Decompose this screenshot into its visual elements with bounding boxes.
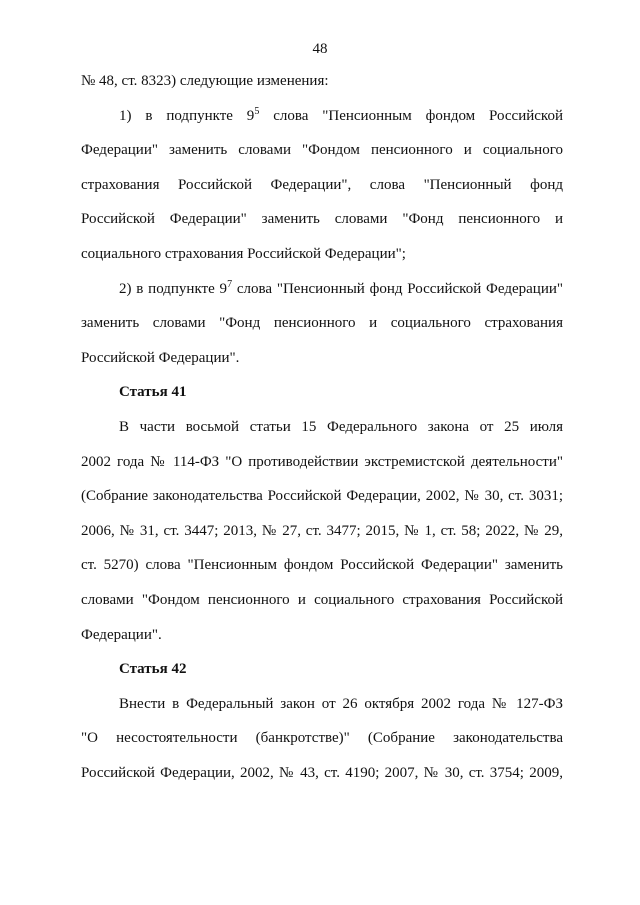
text-line: "О несостоятельности (банкротстве)" (Собрание законодательства	[81, 730, 563, 747]
text-line: Федерации" заменить словами "Фондом пенсионного и социального	[81, 142, 563, 159]
text-line: Российской Федерации, 2002, № 43, ст. 4190; 2007, № 30, ст. 3754; 2009,	[81, 764, 563, 781]
text-fragment: слова "Пенсионный фонд Российской Федерации"	[232, 280, 563, 297]
text-line: страхования Российской Федерации", слова "Пенсионный фонд	[81, 176, 563, 193]
text-line: (Собрание законодательства Российской Федерации, 2002, № 30, ст. 3031;	[81, 488, 563, 505]
superscript-index: 5	[254, 105, 260, 117]
superscript-index: 7	[227, 278, 233, 290]
text-line: ст. 5270) слова "Пенсионным фондом Российской Федерации" заменить	[81, 557, 563, 574]
text-line: словами "Фондом пенсионного и социального страхования Российской	[81, 591, 563, 608]
text-fragment: 1) в подпункте 9	[119, 107, 255, 124]
text-line: № 48, ст. 8323) следующие изменения:	[81, 73, 329, 89]
text-fragment: слова "Пенсионным фондом Российской	[259, 107, 563, 124]
text-line: заменить словами "Фонд пенсионного и социального страхования	[81, 315, 563, 332]
text-fragment: 2) в подпункте 9	[119, 280, 228, 297]
article-heading: Статья 42	[119, 661, 187, 678]
text-line: В части восьмой статьи 15 Федерального закона от 25 июля	[119, 418, 563, 435]
text-line: 2002 года № 114-ФЗ "О противодействии экстремистской деятельности"	[81, 453, 563, 470]
text-line	[81, 99, 563, 134]
text-line: социального страхования Российской Федерации";	[81, 245, 406, 262]
document-body	[81, 64, 563, 790]
text-line: Федерации".	[81, 626, 162, 643]
text-line: Российской Федерации".	[81, 349, 240, 366]
article-heading: Статья 41	[119, 384, 187, 401]
text-line: Внести в Федеральный закон от 26 октября 2002 года № 127-ФЗ	[119, 695, 563, 712]
text-line	[81, 272, 563, 307]
text-line: 2006, № 31, ст. 3447; 2013, № 27, ст. 3477; 2015, № 1, ст. 58; 2022, № 29,	[81, 522, 563, 539]
text-line: Российской Федерации" заменить словами "Фонд пенсионного и	[81, 211, 563, 228]
page-number: 48	[312, 41, 328, 57]
